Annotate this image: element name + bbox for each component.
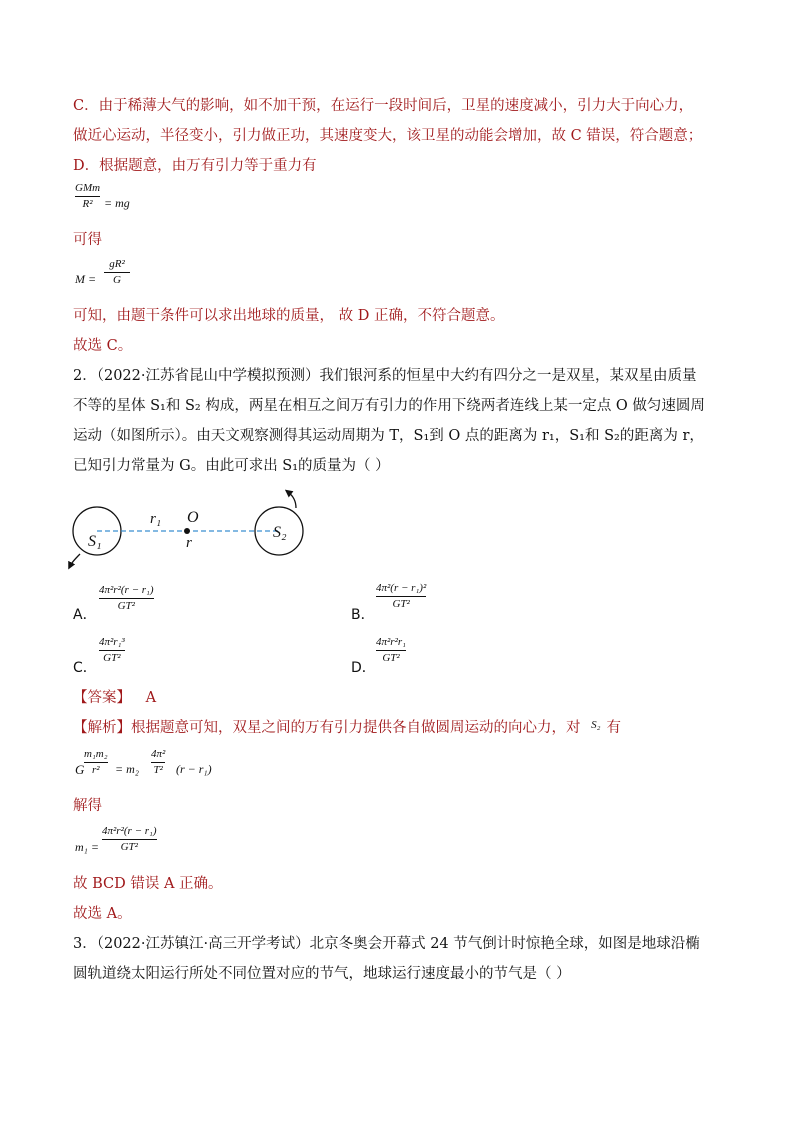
option-a-fraction: [99, 584, 154, 613]
eq3-g: G: [75, 762, 85, 777]
equation-denominator: G: [113, 274, 121, 286]
option-c-denominator: GT²: [103, 652, 121, 664]
answer-line: [73, 688, 156, 708]
eq4-denominator: GT²: [120, 841, 138, 853]
option-d-fraction: [376, 636, 406, 665]
answer-choice-line: 故选 C。: [73, 338, 133, 354]
analysis-text: 根据题意可知，双星之间的万有引力提供各自做圆周运动的向心力，对: [131, 720, 581, 736]
question-2-line-4: 已知引力常量为 G。由此可求出 S₁的质量为（ ）: [73, 458, 390, 474]
eq3-denominator-2: T²: [153, 764, 163, 776]
answer-tag: 【答案】: [73, 690, 131, 706]
option-d-label: D．: [351, 660, 376, 676]
eq4-numerator: 4π²r²(r − r₁): [102, 825, 157, 837]
eq3-denominator-1: r²: [91, 764, 100, 776]
s2-motion-arrow: [288, 492, 296, 508]
option-b-label: B．: [351, 607, 375, 623]
eq3-numerator-1: m₁m₂: [84, 748, 108, 760]
solution-c-line-2: 做近心运动，半径变小，引力做正功，其速度变大，该卫星的动能会增加，故 C 错误，符合题意；: [73, 128, 703, 144]
question-2-line-3: 运动（如图所示）。由天文观察测得其运动周期为 T，S₁到 O 点的距离为 r₁，S₁和 S₂的距离为 r，: [73, 428, 704, 444]
equation-numerator: GMm: [75, 182, 101, 194]
equation-rhs: = mg: [104, 196, 130, 210]
solution-c-line-1: C．由于稀薄大气的影响，如不加干预，在运行一段时间后，卫星的速度减小，引力大于向心力，: [73, 98, 694, 114]
question-3-line-1: 3．（2022·江苏镇江·高三开学考试）北京冬奥会开幕式 24 节气倒计时惊艳全球，如图是地球沿椭: [73, 936, 700, 952]
question-2-line-2: 不等的星体 S₁和 S₂ 构成，两星在相互之间万有引力的作用下绕两者连线上某一定点 O 做匀速圆周: [73, 398, 705, 414]
eq3-numerator-2: 4π²: [151, 748, 166, 760]
eq3-fraction-1: [84, 748, 108, 777]
equation-gmm-fraction: [75, 182, 100, 211]
question-2-line-1: 2．（2022·江苏省昆山中学模拟预测）我们银河系的恒星中大约有四分之一是双星，某双星由质量: [73, 368, 697, 384]
analysis-line: [73, 718, 621, 739]
label-s2: S₂: [273, 524, 287, 541]
option-a-denominator: GT²: [117, 600, 135, 612]
conclusion-bcd: 故 BCD 错误 A 正确。: [73, 876, 223, 892]
conclusion-choice-a: 故选 A。: [73, 906, 132, 922]
eq3-fraction-2: [151, 748, 165, 777]
option-d-denominator: GT²: [382, 652, 400, 664]
label-s1: S₁: [88, 533, 102, 550]
option-c-fraction: [99, 636, 125, 665]
conclusion-line: 可知，由题干条件可以求出地球的质量， 故 D 正确，不符合题意。: [73, 308, 505, 324]
binary-star-diagram: [60, 484, 330, 574]
equation-m-fraction: [104, 258, 130, 287]
eq3-tail: (r − r₁): [176, 762, 212, 776]
option-b-fraction: [376, 582, 426, 611]
center-point-o: [184, 528, 190, 534]
eq4-fraction: [102, 825, 157, 854]
solution-d-line: D．根据题意，由万有引力等于重力有: [73, 158, 317, 174]
label-r1: r₁: [150, 511, 162, 527]
equation-m-lhs: M =: [75, 272, 97, 286]
analysis-tag: 【解析】: [73, 720, 131, 736]
question-3-line-2: 圆轨道绕太阳运行所处不同位置对应的节气，地球运行速度最小的节气是（ ）: [73, 966, 571, 982]
option-c-numerator: 4π²r₁³: [99, 636, 125, 648]
option-b-denominator: GT²: [392, 598, 410, 610]
answer-value: A: [145, 690, 157, 706]
kede-text: 可得: [73, 232, 102, 248]
option-b-numerator: 4π²(r − r₁)²: [376, 582, 427, 594]
jiede-text: 解得: [73, 798, 102, 814]
option-d-numerator: 4π²r²r₁: [376, 636, 406, 648]
equation-numerator: gR²: [109, 258, 125, 270]
eq3-mid: = m₂: [115, 762, 139, 776]
option-a-label: A．: [73, 607, 97, 623]
label-o: O: [187, 509, 199, 526]
option-a-numerator: 4π²r²(r − r₁): [99, 584, 154, 596]
analysis-s2: S₂: [591, 719, 601, 731]
eq4-lhs: m₁ =: [75, 840, 99, 854]
s1-motion-arrow: [70, 554, 80, 566]
analysis-end: 有: [606, 720, 621, 736]
option-c-label: C．: [73, 660, 97, 676]
equation-denominator: R²: [82, 198, 93, 210]
label-r: r: [186, 535, 192, 551]
